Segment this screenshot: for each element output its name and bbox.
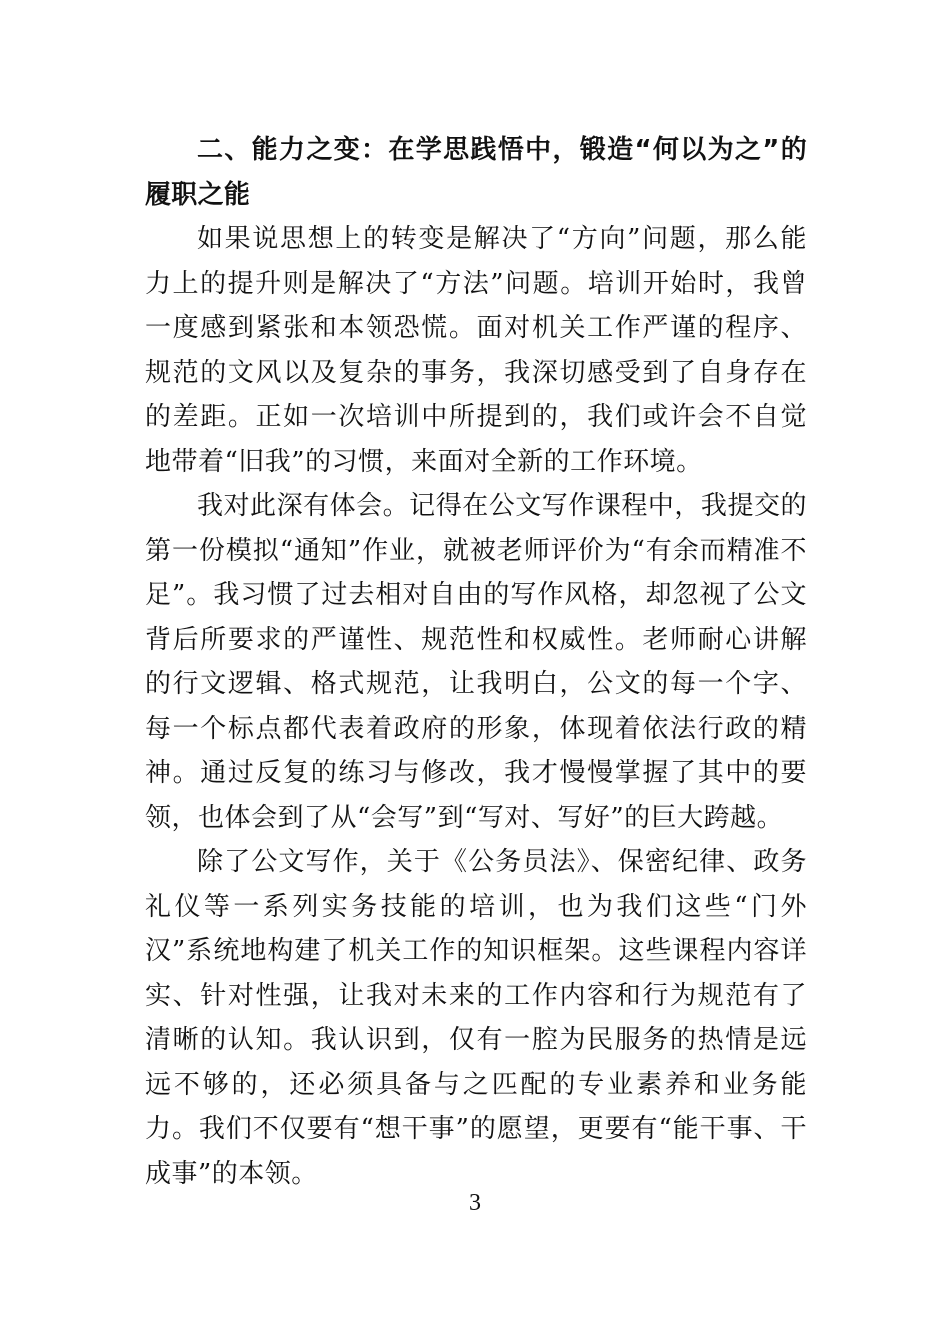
page-number: 3 [469,1190,481,1216]
document-body [145,128,807,1196]
paragraph-1: 如果说思想上的转变是解决了“方向”问题，那么能力上的提升则是解决了“方法”问题。培训开始时，我曾一度感到紧张和本领恐慌。面对机关工作严谨的程序、规范的文风以及复杂的事务，我深切感受到了自身存在的差距。正如一次培训中所提到的，我们或许会不自觉地带着“旧我”的习惯，来面对全新的工作环境。 [145,224,807,477]
paragraph-2: 我对此深有体会。记得在公文写作课程中，我提交的第一份模拟“通知”作业，就被老师评价为“有余而精准不足”。我习惯了过去相对自由的写作风格，却忽视了公文背后所要求的严谨性、规范性和权威性。老师耐心讲解的行文逻辑、格式规范，让我明白，公文的每一个字、每一个标点都代表着政府的形象，体现着依法行政的精神。通过反复的练习与修改，我才慢慢掌握了其中的要领，也体会到了从“会写”到“写对、写好”的巨大跨越。 [145,491,807,833]
section-heading: 二、能力之变：在学思践悟中，锻造“何以为之”的履职之能 [145,135,807,210]
paragraph-3: 除了公文写作，关于《公务员法》、保密纪律、政务礼仪等一系列实务技能的培训，也为我们这些“门外汉”系统地构建了机关工作的知识框架。这些课程内容详实、针对性强，让我对未来的工作内容和行为规范有了清晰的认知。我认识到，仅有一腔为民服务的热情是远远不够的，还必须具备与之匹配的专业素养和业务能力。我们不仅要有“想干事”的愿望，更要有“能干事、干成事”的本领。 [145,847,807,1189]
